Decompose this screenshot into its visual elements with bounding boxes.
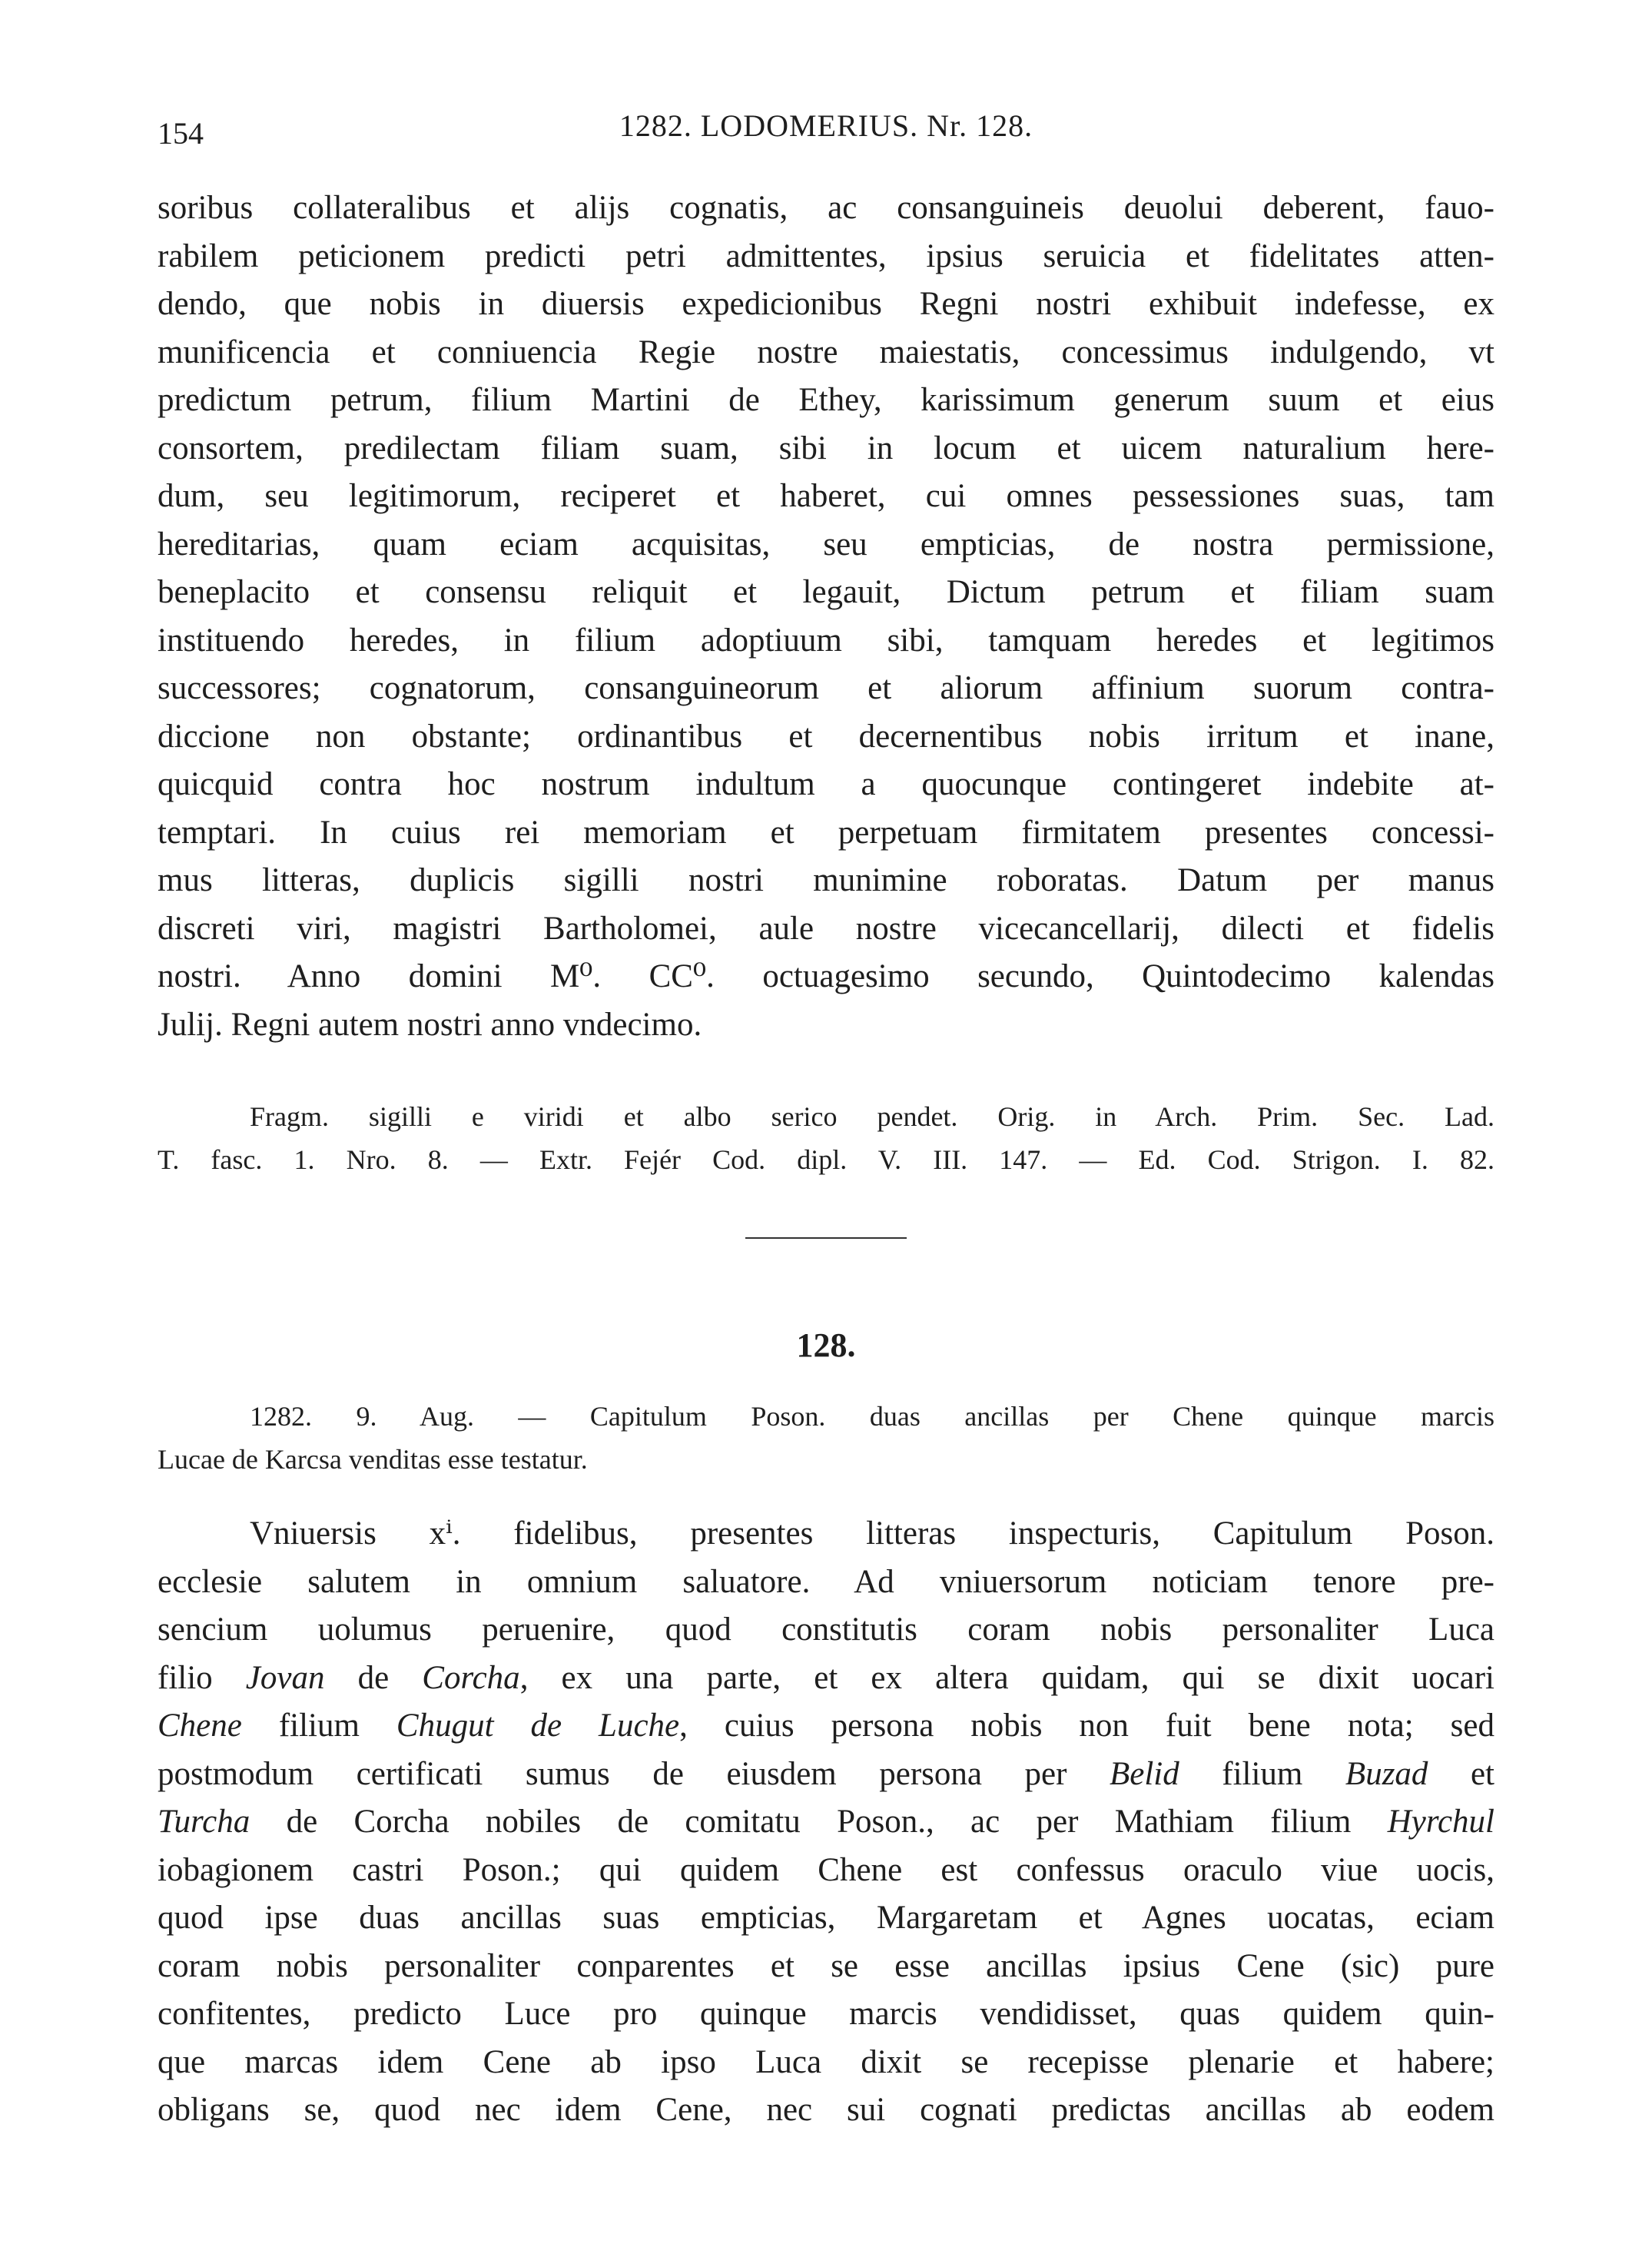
text-line: rabilem peticionem predicti petri admittentes, ipsius seruicia et fidelitates atten-	[158, 237, 1494, 274]
text-line: quicquid contra hoc nostrum indultum a quocunque contingeret indebite at-	[158, 766, 1494, 802]
text-line	[158, 1751, 1494, 1799]
text-line: successores; cognatorum, consanguineorum et aliorum affinium suorum contra-	[158, 670, 1494, 706]
name-italic: Belid	[1109, 1755, 1179, 1792]
text-line: ecclesie salutem in omnium saluatore. Ad vniuersorum noticiam tenore pre-	[158, 1563, 1494, 1600]
text-line: dum, seu legitimorum, reciperet et haberet, cui omnes pessessiones suas, tam	[158, 478, 1494, 514]
document-number: 128.	[796, 1326, 856, 1364]
section-divider	[745, 1237, 907, 1239]
main-text-block	[158, 184, 1494, 1049]
note-line: Fragm. sigilli e viridi et albo serico pendet. Orig. in Arch. Prim. Sec. Lad.	[250, 1101, 1494, 1132]
text-run: de	[324, 1659, 423, 1696]
text-line: predictum petrum, filium Martini de Ethey, karissimum generum suum et eius	[158, 382, 1494, 418]
text-line: mus litteras, duplicis sigilli nostri munimine roboratas. Datum per manus	[158, 862, 1494, 898]
text-line	[158, 1702, 1494, 1751]
text-line: discreti viri, magistri Bartholomei, aule nostre vicecancellarij, dilecti et fidelis	[158, 910, 1494, 947]
text-line: Vniuersis xⁱ. fidelibus, presentes litteras inspecturis, Capitulum Poson.	[250, 1515, 1494, 1552]
text-line: instituendo heredes, in filium adoptiuum sibi, tamquam heredes et legitimos	[158, 622, 1494, 659]
text-line: iobagionem castri Poson.; qui quidem Chene est confessus oraculo viue uocis,	[158, 1851, 1494, 1888]
regest-line: Lucae de Karcsa venditas esse testatur.	[158, 1444, 588, 1475]
text-line: obligans se, quod nec idem Cene, nec sui cognati predictas ancillas ab eodem	[158, 2092, 1494, 2128]
text-line: munificencia et conniuencia Regie nostre maiestatis, concessimus indulgendo, vt	[158, 334, 1494, 370]
text-run: filium	[1179, 1755, 1345, 1792]
text-line	[158, 1798, 1494, 1847]
text-line: beneplacito et consensu reliquit et legauit, Dictum petrum et filiam suam	[158, 574, 1494, 610]
place-italic: Corcha	[422, 1659, 520, 1696]
name-italic: Jovan	[245, 1659, 325, 1696]
text-run: filio	[158, 1659, 246, 1696]
text-line: diccione non obstante; ordinantibus et decernentibus nobis irritum et inane,	[158, 718, 1494, 755]
text-line: temptari. In cuius rei memoriam et perpetuam firmitatem presentes concessi-	[158, 814, 1494, 851]
text-line: dendo, que nobis in diuersis expedicionibus Regni nostri exhibuit indefesse, ex	[158, 286, 1494, 322]
name-italic: Turcha	[158, 1804, 250, 1840]
regest	[158, 1395, 1494, 1481]
text-run: filium	[241, 1708, 396, 1744]
text-line: confitentes, predicto Luce pro quinque marcis vendidisset, quas quidem quin-	[158, 1996, 1494, 2032]
regest-line: 1282. 9. Aug. — Capitulum Poson. duas ancillas per Chene quinque marcis	[250, 1401, 1494, 1432]
text-line: quod ipse duas ancillas suas empticias, Margaretam et Agnes uocatas, eciam	[158, 1900, 1494, 1936]
name-italic: Chugut de Luche	[396, 1708, 680, 1744]
text-line: sencium uolumus peruenire, quod constitutis coram nobis personaliter Luca	[158, 1611, 1494, 1648]
text-line: soribus collateralibus et alijs cognatis, ac consanguineis deuolui deberent, fauo-	[158, 190, 1494, 226]
text-run: de Corcha nobiles de comitatu Poson., ac per Mathiam filium	[250, 1804, 1388, 1840]
source-note	[158, 1095, 1494, 1181]
text-line: hereditarias, quam eciam acquisitas, seu empticias, de nostra permissione,	[158, 526, 1494, 563]
text-line: Julij. Regni autem nostri anno vndecimo.	[158, 1006, 702, 1043]
name-italic: Chene	[158, 1708, 242, 1744]
page-number: 154	[158, 116, 204, 151]
running-head-title: 1282. LODOMERIUS. Nr. 128.	[619, 108, 1033, 143]
text-run: , cuius persona nobis non fuit bene nota; sed	[679, 1708, 1494, 1744]
text-line: nostri. Anno domini M⁰. CC⁰. octuagesimo secundo, Quintodecimo kalendas	[158, 958, 1494, 994]
text-line: que marcas idem Cene ab ipso Luca dixit se recepisse plenarie et habere;	[158, 2043, 1494, 2080]
running-head	[158, 108, 1494, 154]
text-run: postmodum certificati sumus de eiusdem persona per	[158, 1755, 1110, 1792]
name-italic: Buzad	[1345, 1755, 1428, 1792]
note-line: T. fasc. 1. Nro. 8. — Extr. Fejér Cod. dipl. V. III. 147. — Ed. Cod. Strigon. I. 82.	[158, 1144, 1494, 1175]
text-run: , ex una parte, et ex altera quidam, qui se dixit uocari	[519, 1659, 1494, 1696]
name-italic: Hyrchul	[1387, 1804, 1494, 1840]
charter-text-block	[158, 1510, 1494, 2135]
text-line: consortem, predilectam filiam suam, sibi in locum et uicem naturalium here-	[158, 430, 1494, 466]
text-line: coram nobis personaliter conparentes et se esse ancillas ipsius Cene (sic) pure	[158, 1947, 1494, 1984]
text-line	[158, 1655, 1494, 1703]
text-run: et	[1428, 1755, 1494, 1792]
